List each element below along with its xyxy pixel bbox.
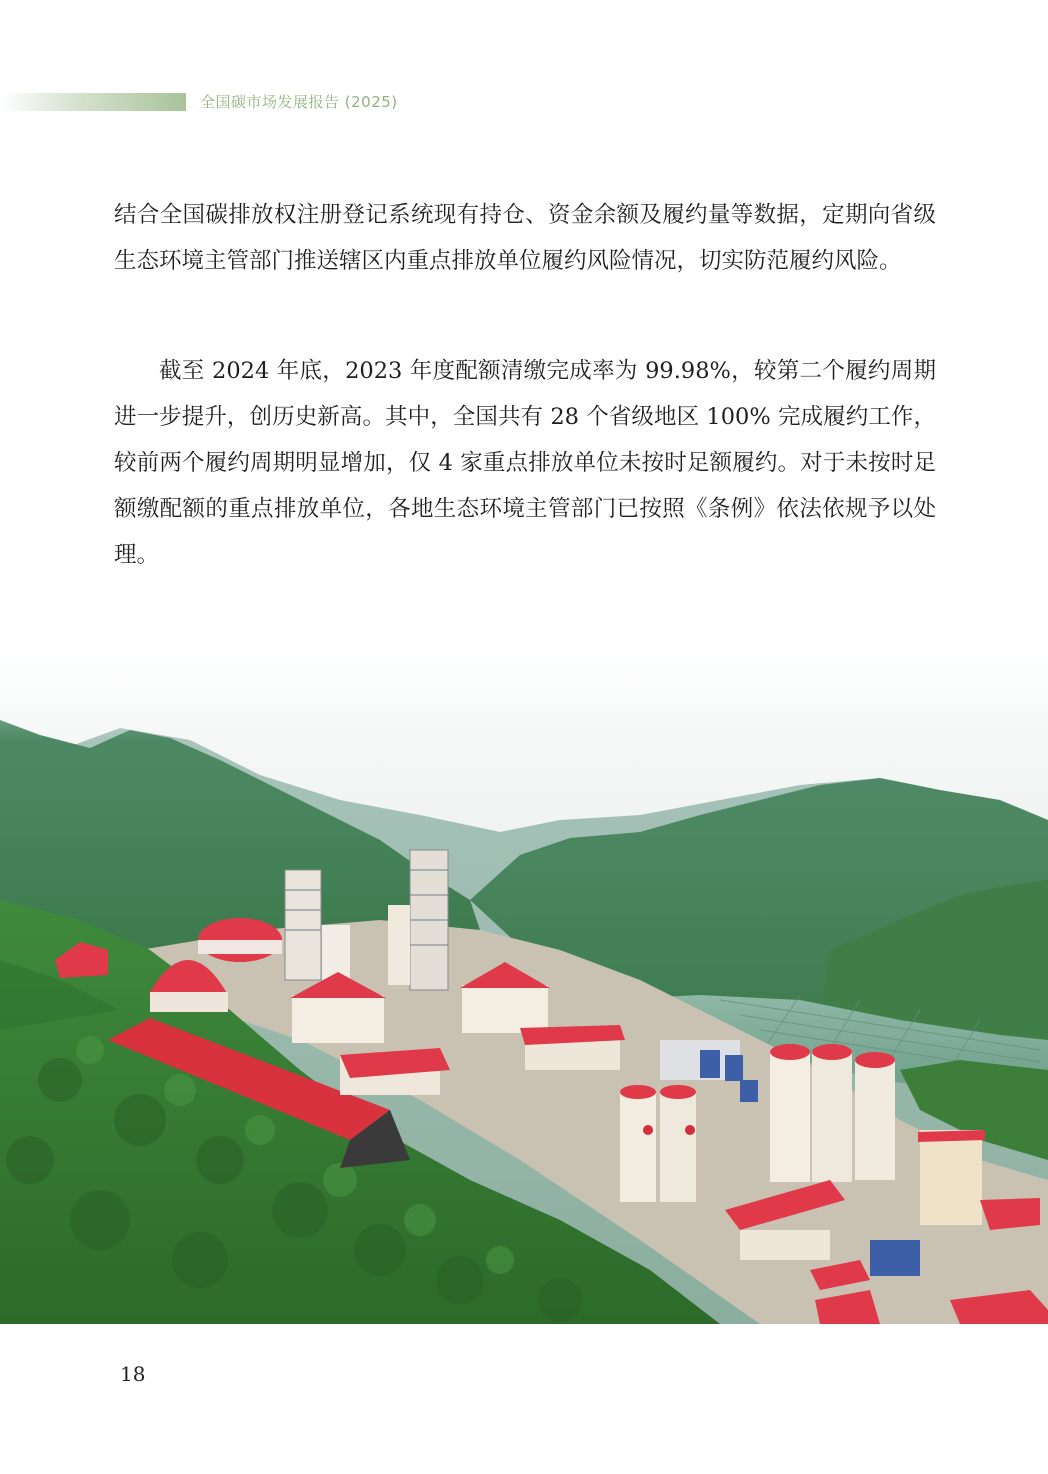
cement-plant-aerial-photo [0, 600, 1048, 1324]
header-accent-bar [0, 93, 186, 111]
page-number: 18 [120, 1362, 146, 1386]
paragraph-2: 截至 2024 年底，2023 年度配额清缴完成率为 99.98%，较第二个履约周期进一步提升，创历史新高。其中，全国共有 28 个省级地区 100% 完成履约工作，较前两个履约周期明显增加，仅 4 家重点排放单位未按时足额履约。对于未按时足额缴配额的重点排放单位，各地生态环境主管部门已按照《条例》依法依规予以处理。 [114, 358, 936, 568]
running-header-title: 全国碳市场发展报告 (2025) [200, 93, 398, 111]
paragraph-1: 结合全国碳排放权注册登记系统现有持仓、资金余额及履约量等数据，定期向省级生态环境主管部门推送辖区内重点排放单位履约风险情况，切实防范履约风险。 [114, 202, 936, 274]
